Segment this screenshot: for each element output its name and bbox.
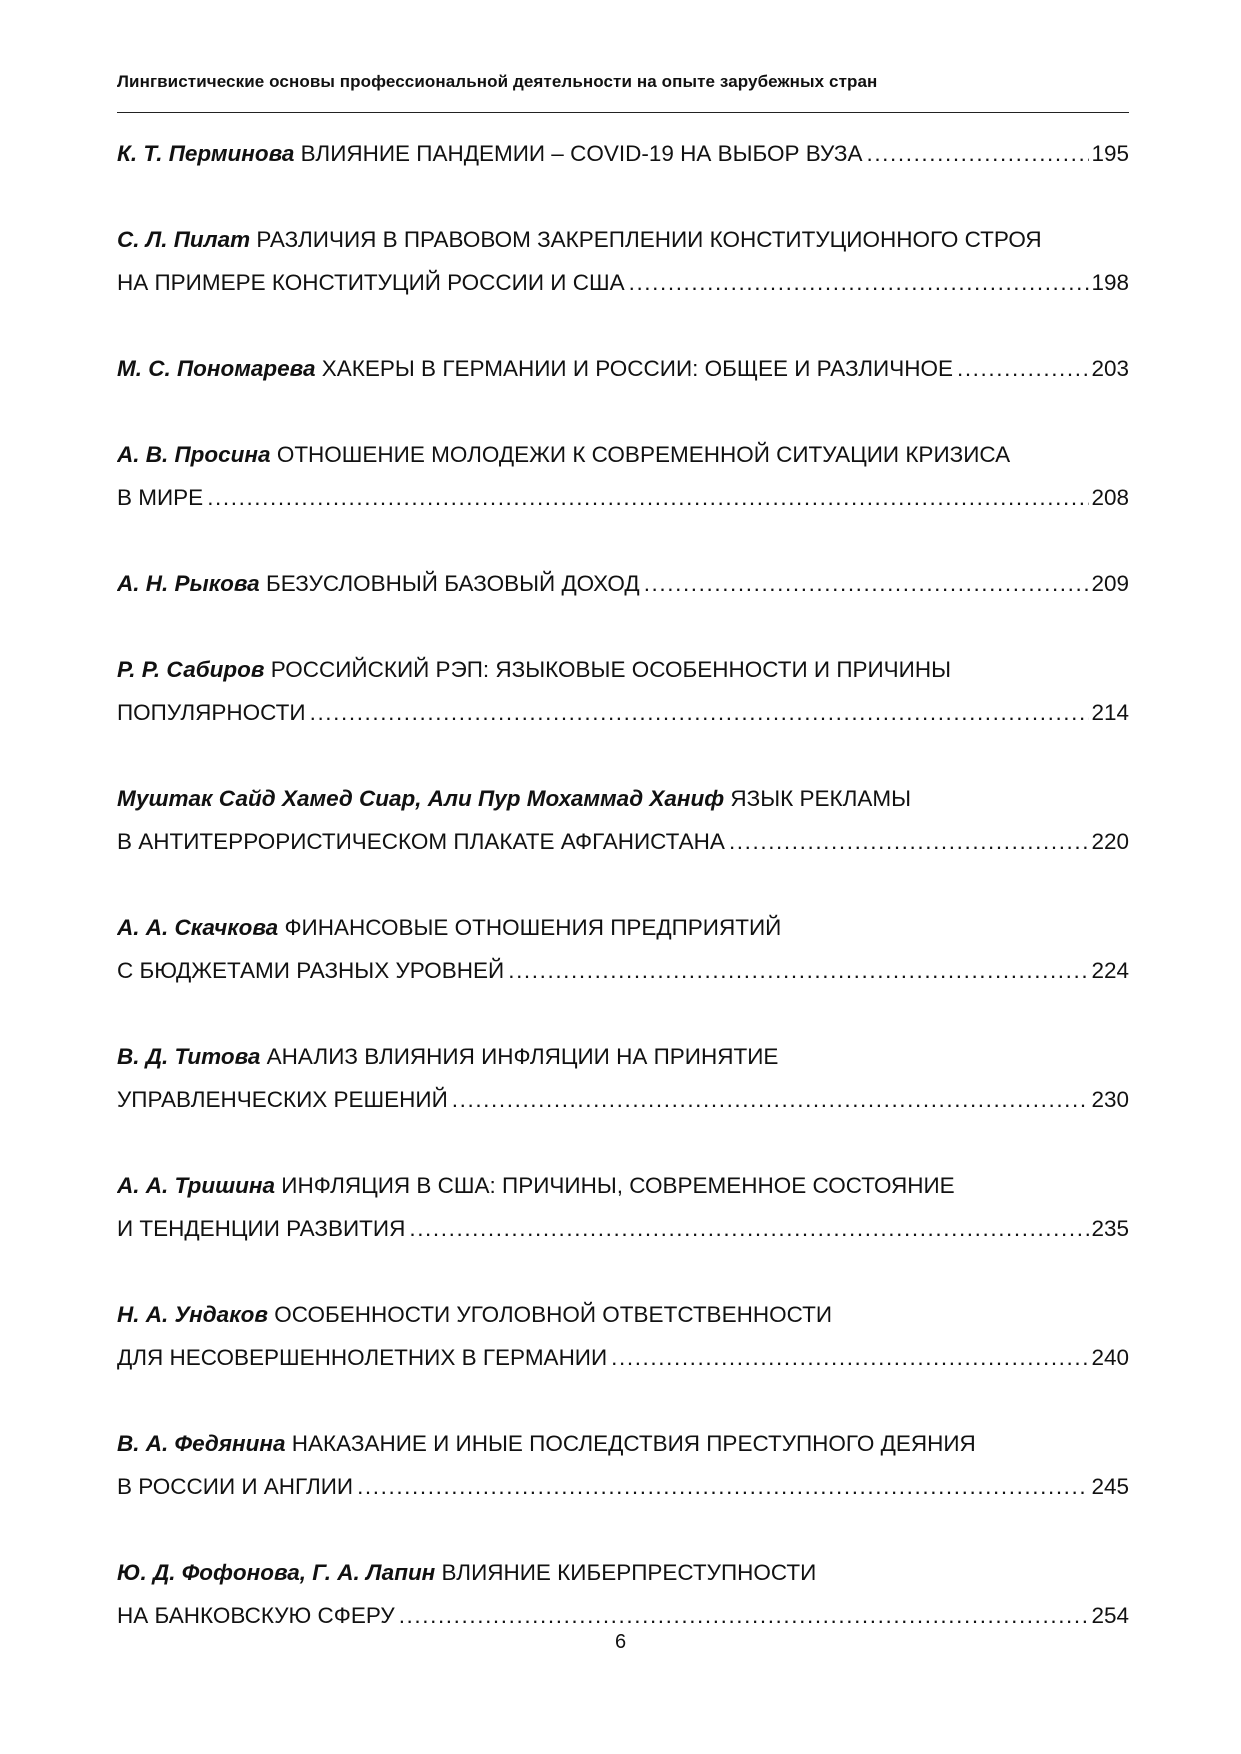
toc-entry[interactable] (117, 777, 1129, 863)
toc-page: 230 (1091, 1087, 1129, 1112)
toc-line (117, 1164, 1129, 1207)
toc-page: 254 (1091, 1603, 1129, 1628)
toc-line (117, 1551, 1129, 1594)
toc-title: НАКАЗАНИЕ И ИНЫЕ ПОСЛЕДСТВИЯ ПРЕСТУПНОГО ДЕЯНИЯ (291, 1431, 976, 1456)
dot-leader (644, 562, 1090, 605)
dot-leader (866, 132, 1089, 175)
toc-page: 235 (1091, 1216, 1129, 1241)
toc-line (117, 691, 1129, 734)
toc-author: Р. Р. Сабиров (117, 657, 265, 682)
dot-leader (310, 691, 1090, 734)
toc-title-cont: В РОССИИ И АНГЛИИ (117, 1474, 354, 1499)
toc-page: 214 (1091, 700, 1129, 725)
dot-leader (629, 261, 1090, 304)
toc-entry[interactable] (117, 1293, 1129, 1379)
toc-entry[interactable] (117, 562, 1129, 605)
toc-title-cont: С БЮДЖЕТАМИ РАЗНЫХ УРОВНЕЙ (117, 958, 505, 983)
toc-entry[interactable] (117, 433, 1129, 519)
toc-entry[interactable] (117, 906, 1129, 992)
toc-line (117, 1293, 1129, 1336)
toc-line (117, 476, 1129, 519)
dot-leader (957, 347, 1089, 390)
toc-title: ВЛИЯНИЕ КИБЕРПРЕСТУПНОСТИ (441, 1560, 817, 1585)
toc-author: А. Н. Рыкова (117, 571, 260, 596)
toc-entry[interactable] (117, 218, 1129, 304)
toc-text (117, 347, 953, 390)
toc-page: 220 (1091, 829, 1129, 854)
toc-text (117, 562, 640, 605)
toc-title-cont: НА ПРИМЕРЕ КОНСТИТУЦИЙ РОССИИ И США (117, 270, 625, 295)
dot-leader (357, 1465, 1089, 1508)
toc-line (117, 949, 1129, 992)
toc-line (117, 1336, 1129, 1379)
toc-line (117, 1465, 1129, 1508)
toc-entry[interactable] (117, 648, 1129, 734)
toc-line (117, 347, 1129, 390)
toc-page: 209 (1091, 571, 1129, 596)
toc-title-cont: И ТЕНДЕНЦИИ РАЗВИТИЯ (117, 1216, 406, 1241)
toc-line (117, 648, 1129, 691)
toc-author: Муштак Сайд Хамед Сиар, Али Пур Мохаммад Ханиф (117, 786, 725, 811)
toc-title: ЯЗЫК РЕКЛАМЫ (730, 786, 912, 811)
toc-line (117, 777, 1129, 820)
toc-title-cont: В МИРЕ (117, 485, 204, 510)
toc-line (117, 1035, 1129, 1078)
toc-author: Ю. Д. Фофонова, Г. А. Лапин (117, 1560, 436, 1585)
toc-line (117, 1422, 1129, 1465)
toc-title: БЕЗУСЛОВНЫЙ БАЗОВЫЙ ДОХОД (265, 571, 640, 596)
toc-title-cont: ДЛЯ НЕСОВЕРШЕННОЛЕТНИХ В ГЕРМАНИИ (117, 1345, 608, 1370)
toc-title: ИНФЛЯЦИЯ В США: ПРИЧИНЫ, СОВРЕМЕННОЕ СОСТОЯНИЕ (281, 1173, 955, 1198)
page-number: 6 (614, 1631, 627, 1653)
toc-author: С. Л. Пилат (117, 227, 251, 252)
toc-page: 198 (1091, 270, 1129, 295)
toc-text (117, 132, 862, 175)
toc-entry[interactable] (117, 1551, 1129, 1637)
toc-page: 195 (1091, 141, 1129, 166)
toc-author: А. В. Просина (117, 442, 271, 467)
toc-line (117, 433, 1129, 476)
dot-leader (452, 1078, 1090, 1121)
header-rule (117, 112, 1129, 113)
toc-author: В. Д. Титова (117, 1044, 261, 1069)
toc-title-cont: НА БАНКОВСКУЮ СФЕРУ (117, 1603, 395, 1628)
toc-title-cont: ПОПУЛЯРНОСТИ (117, 700, 306, 725)
dot-leader (207, 476, 1089, 519)
dot-leader (611, 1336, 1089, 1379)
toc-title: РОССИЙСКИЙ РЭП: ЯЗЫКОВЫЕ ОСОБЕННОСТИ И ПРИЧИНЫ (270, 657, 952, 682)
toc-title-cont: УПРАВЛЕНЧЕСКИХ РЕШЕНИЙ (117, 1087, 448, 1112)
toc-line (117, 261, 1129, 304)
toc-entry[interactable] (117, 1164, 1129, 1250)
toc-line (117, 1078, 1129, 1121)
toc-entry[interactable] (117, 132, 1129, 175)
toc-author: К. Т. Перминова (117, 141, 295, 166)
toc-title: РАЗЛИЧИЯ В ПРАВОВОМ ЗАКРЕПЛЕНИИ КОНСТИТУЦИОННОГО СТРОЯ (256, 227, 1042, 252)
toc-author: А. А. Тришина (117, 1173, 276, 1198)
toc-line (117, 218, 1129, 261)
toc-title: АНАЛИЗ ВЛИЯНИЯ ИНФЛЯЦИИ НА ПРИНЯТИЕ (266, 1044, 779, 1069)
running-header: Лингвистические основы профессиональной деятельности на опыте зарубежных стран (117, 72, 878, 91)
toc-entry[interactable] (117, 347, 1129, 390)
toc-title: ФИНАНСОВЫЕ ОТНОШЕНИЯ ПРЕДПРИЯТИЙ (284, 915, 782, 940)
toc-page: 240 (1091, 1345, 1129, 1370)
toc-author: Н. А. Ундаков (117, 1302, 268, 1327)
dot-leader (729, 820, 1090, 863)
toc-author: В. А. Федянина (117, 1431, 286, 1456)
toc-line (117, 820, 1129, 863)
toc-line (117, 906, 1129, 949)
toc-page: 245 (1091, 1474, 1129, 1499)
toc-title: ВЛИЯНИЕ ПАНДЕМИИ – COVID-19 НА ВЫБОР ВУЗА (300, 141, 863, 166)
toc-title-cont: В АНТИТЕРРОРИСТИЧЕСКОМ ПЛАКАТЕ АФГАНИСТАНА (117, 829, 725, 854)
toc-title: ХАКЕРЫ В ГЕРМАНИИ И РОССИИ: ОБЩЕЕ И РАЗЛИЧНОЕ (321, 356, 953, 381)
toc-page: 224 (1091, 958, 1129, 983)
toc-title: ОСОБЕННОСТИ УГОЛОВНОЙ ОТВЕТСТВЕННОСТИ (274, 1302, 832, 1327)
toc-author: А. А. Скачкова (117, 915, 279, 940)
toc-entry[interactable] (117, 1422, 1129, 1508)
dot-leader (508, 949, 1089, 992)
table-of-contents (117, 132, 1129, 1680)
toc-page: 208 (1091, 485, 1129, 510)
toc-line (117, 1207, 1129, 1250)
toc-line (117, 132, 1129, 175)
toc-author: М. С. Пономарева (117, 356, 316, 381)
dot-leader (409, 1207, 1089, 1250)
toc-entry[interactable] (117, 1035, 1129, 1121)
toc-line (117, 562, 1129, 605)
toc-title: ОТНОШЕНИЕ МОЛОДЕЖИ К СОВРЕМЕННОЙ СИТУАЦИИ КРИЗИСА (276, 442, 1011, 467)
toc-page: 203 (1091, 356, 1129, 381)
